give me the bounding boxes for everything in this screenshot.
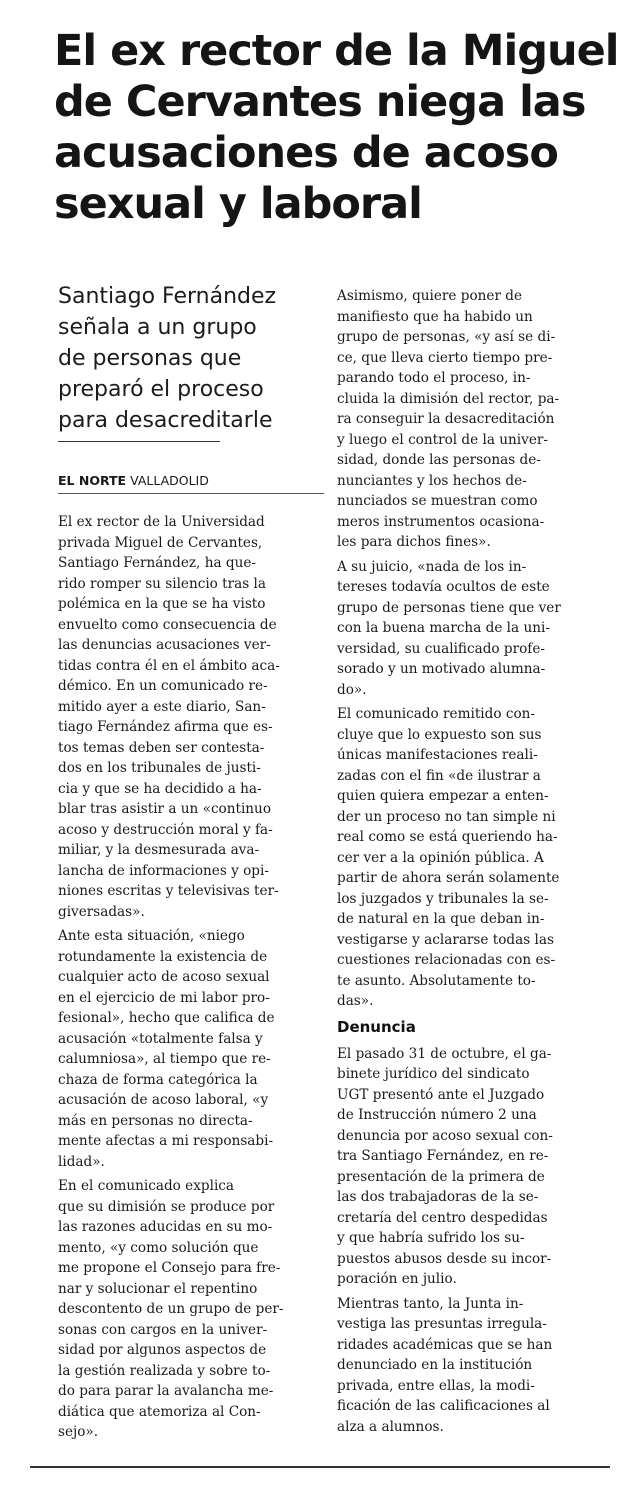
text-line: niones escritas y televisivas ter- <box>58 883 279 899</box>
text-line: meros instrumentos ocasiona- <box>337 513 545 530</box>
text-line: sejo». <box>58 1424 99 1440</box>
text-line: descontento de un grupo de per- <box>58 1301 284 1317</box>
paragraph <box>337 1294 561 1438</box>
text-line: El ex rector de la Universidad <box>58 514 265 530</box>
text-line: y luego el control de la univer- <box>337 431 548 448</box>
text-line: Asimismo, quiere poner de <box>337 288 523 304</box>
text-line: partir de ahora serán solamente <box>337 870 560 886</box>
paragraph <box>58 926 283 1172</box>
text-line: tra Santiago Fernández, en re- <box>337 1148 549 1164</box>
paragraph <box>337 704 561 1012</box>
text-line: sonas con cargos en la univer- <box>58 1321 268 1338</box>
text-line: démico. En un comunicado re- <box>58 678 268 694</box>
text-line: lidad». <box>58 1153 105 1170</box>
text-line: parando todo el proceso, in- <box>337 370 531 386</box>
article-column-right <box>337 286 561 1437</box>
text-line: blar tras asistir a un «continuo <box>58 801 271 817</box>
text-line: real como se está queriendo ha- <box>337 829 558 845</box>
text-line: diática que atemoriza al Con- <box>58 1403 261 1420</box>
paragraph <box>58 1176 283 1443</box>
text-line: nar y solucionar el repentino <box>58 1280 258 1297</box>
text-line: Santiago Fernández, ha que- <box>58 555 256 571</box>
text-line: mitido ayer a este diario, San- <box>58 698 266 715</box>
text-line: tidas contra él en el ámbito aca- <box>58 657 280 674</box>
text-line: poración en julio. <box>337 1271 457 1287</box>
paragraph <box>337 286 561 553</box>
text-line: y que habría sufrido los su- <box>337 1230 525 1246</box>
text-line: quien quiera empezar a enten- <box>337 788 549 804</box>
text-line: acusación «totalmente falsa y <box>58 1030 263 1047</box>
text-line: cer ver a la opinión pública. A <box>337 849 544 866</box>
byline-divider <box>58 493 324 494</box>
text-line: Ante esta situación, «niego <box>58 928 245 944</box>
section-heading: Denuncia <box>337 1017 416 1036</box>
text-line: calumniosa», al tiempo que re- <box>58 1051 271 1067</box>
text-line: nunciantes y los hechos de- <box>337 472 527 489</box>
subheadline-divider <box>58 441 220 442</box>
article-column-left <box>58 512 283 1443</box>
text-line: privada, entre ellas, la modi- <box>337 1377 535 1394</box>
subheadline-line: preparó el proceso <box>58 377 264 402</box>
text-line: denunciado en la institución <box>337 1357 533 1373</box>
paragraph <box>337 1044 561 1290</box>
text-line: alza a alumnos. <box>337 1418 444 1435</box>
text-line: tereses todavía ocultos de este <box>337 579 550 595</box>
text-line: polémica en la que se ha visto <box>58 596 266 612</box>
text-line: zadas con el fin «de ilustrar a <box>337 767 541 784</box>
text-line: más en personas no directa- <box>58 1112 253 1129</box>
text-line: do». <box>337 681 367 698</box>
text-line: envuelto como consecuencia de <box>58 616 277 633</box>
text-line: puestos abusos desde su incor- <box>337 1250 552 1267</box>
text-line: rido romper su silencio tras la <box>58 575 266 592</box>
subheadline-line: de personas que <box>58 346 242 371</box>
text-line: dos en los tribunales de justi- <box>58 760 261 776</box>
text-line: de Instrucción número 2 una <box>337 1107 537 1123</box>
text-line: binete jurídico del sindicato <box>337 1066 530 1082</box>
text-line: cluye que lo expuesto son sus <box>337 726 542 743</box>
text-line: presentación de la primera de <box>337 1168 545 1185</box>
text-line: grupo de personas tiene que ver <box>337 599 561 616</box>
text-line: UGT presentó ante el Juzgado <box>337 1086 545 1103</box>
text-line: rotundamente la existencia de <box>58 948 268 965</box>
text-line: denuncia por acoso sexual con- <box>337 1127 553 1144</box>
byline-location: VALLADOLID <box>130 473 209 488</box>
text-line: acoso y destrucción moral y fa- <box>58 821 273 838</box>
text-line: El comunicado remitido con- <box>337 706 536 722</box>
text-line: do para parar la avalancha me- <box>58 1383 274 1399</box>
text-line: ficación de las calificaciones al <box>337 1398 550 1414</box>
text-line: grupo de personas, «y así se di- <box>337 329 556 345</box>
text-line: de natural en la que deban in- <box>337 911 545 927</box>
headline-line: de Cervantes niega las <box>54 77 586 127</box>
text-line: con la buena marcha de la uni- <box>337 620 550 636</box>
text-line: giversadas». <box>58 903 145 920</box>
text-line: das». <box>337 993 374 1009</box>
text-line: vestigarse y aclararse todas las <box>337 931 554 948</box>
subheadline-line: para desacreditarle <box>58 408 273 433</box>
text-line: tiago Fernández afirma que es- <box>58 719 273 735</box>
text-line: fesional», hecho que califica de <box>58 1010 275 1026</box>
text-line: únicas manifestaciones reali- <box>337 747 538 763</box>
bottom-divider <box>30 1466 610 1468</box>
text-line: los juzgados y tribunales la se- <box>337 890 549 907</box>
text-line: cuestiones relacionadas con es- <box>337 952 556 968</box>
text-line: ce, que lleva cierto tiempo pre- <box>337 349 553 366</box>
text-line: En el comunicado explica <box>58 1178 235 1194</box>
text-line: mento, «y como solución que <box>58 1239 259 1256</box>
text-line: miliar, y la desmesurada ava- <box>58 842 260 858</box>
headline-line: El ex rector de la Miguel <box>54 26 619 76</box>
text-line: en el ejercicio de mi labor pro- <box>58 989 270 1006</box>
byline <box>58 473 209 488</box>
text-line: ridades académicas que se han <box>337 1336 553 1353</box>
headline-line: sexual y laboral <box>54 179 422 229</box>
text-line: me propone el Consejo para fre- <box>58 1260 281 1276</box>
text-line: lancha de informaciones y opi- <box>58 862 269 879</box>
text-line: las razones aducidas en su mo- <box>58 1219 273 1235</box>
text-line: nunciados se muestran como <box>337 493 538 509</box>
text-line: las denuncias acusaciones ver- <box>58 637 271 653</box>
text-line: que su dimisión se produce por <box>58 1198 275 1215</box>
text-line: Mientras tanto, la Junta in- <box>337 1295 524 1312</box>
text-line: tos temas deben ser contesta- <box>58 739 265 756</box>
text-line: acusación de acoso laboral, «y <box>58 1092 269 1108</box>
text-line: sidad, donde las personas de- <box>337 452 541 468</box>
paragraph <box>337 557 561 701</box>
subheadline-line: señala a un grupo <box>58 315 257 340</box>
text-line: cualquier acto de acoso sexual <box>58 969 270 985</box>
text-line: chaza de forma categórica la <box>58 1071 258 1088</box>
headline <box>54 26 619 230</box>
headline-line: acusaciones de acoso <box>54 128 558 178</box>
text-line: vestiga las presuntas irregula- <box>337 1316 547 1332</box>
subheadline-line: Santiago Fernández <box>58 284 277 309</box>
text-line: cia y que se ha decidido a ha- <box>58 780 262 797</box>
paragraph <box>58 512 283 922</box>
byline-publication: EL NORTE <box>58 473 127 488</box>
subheadline <box>58 281 328 436</box>
text-line: sidad por algunos aspectos de <box>58 1342 267 1358</box>
text-line: sorado y un motivado alumna- <box>337 661 546 677</box>
text-line: versidad, su cualificado profe- <box>337 640 545 657</box>
text-line: cretaría del centro despedidas <box>337 1209 548 1226</box>
text-line: cluida la dimisión del rector, pa- <box>337 390 560 407</box>
text-line: ra conseguir la desacreditación <box>337 411 555 427</box>
text-line: A su juicio, «nada de los in- <box>337 558 527 575</box>
text-line: privada Miguel de Cervantes, <box>58 534 263 551</box>
text-line: der un proceso no tan simple ni <box>337 808 556 825</box>
text-line: manifiesto que ha habido un <box>337 308 533 325</box>
text-line: te asunto. Absolutamente to- <box>337 972 536 989</box>
text-line: las dos trabajadoras de la se- <box>337 1189 539 1205</box>
text-line: la gestión realizada y sobre to- <box>58 1362 271 1379</box>
text-line: mente afectas a mi responsabi- <box>58 1133 274 1149</box>
text-line: les para dichos fines». <box>337 534 491 550</box>
text-line: El pasado 31 de octubre, el ga- <box>337 1045 552 1062</box>
